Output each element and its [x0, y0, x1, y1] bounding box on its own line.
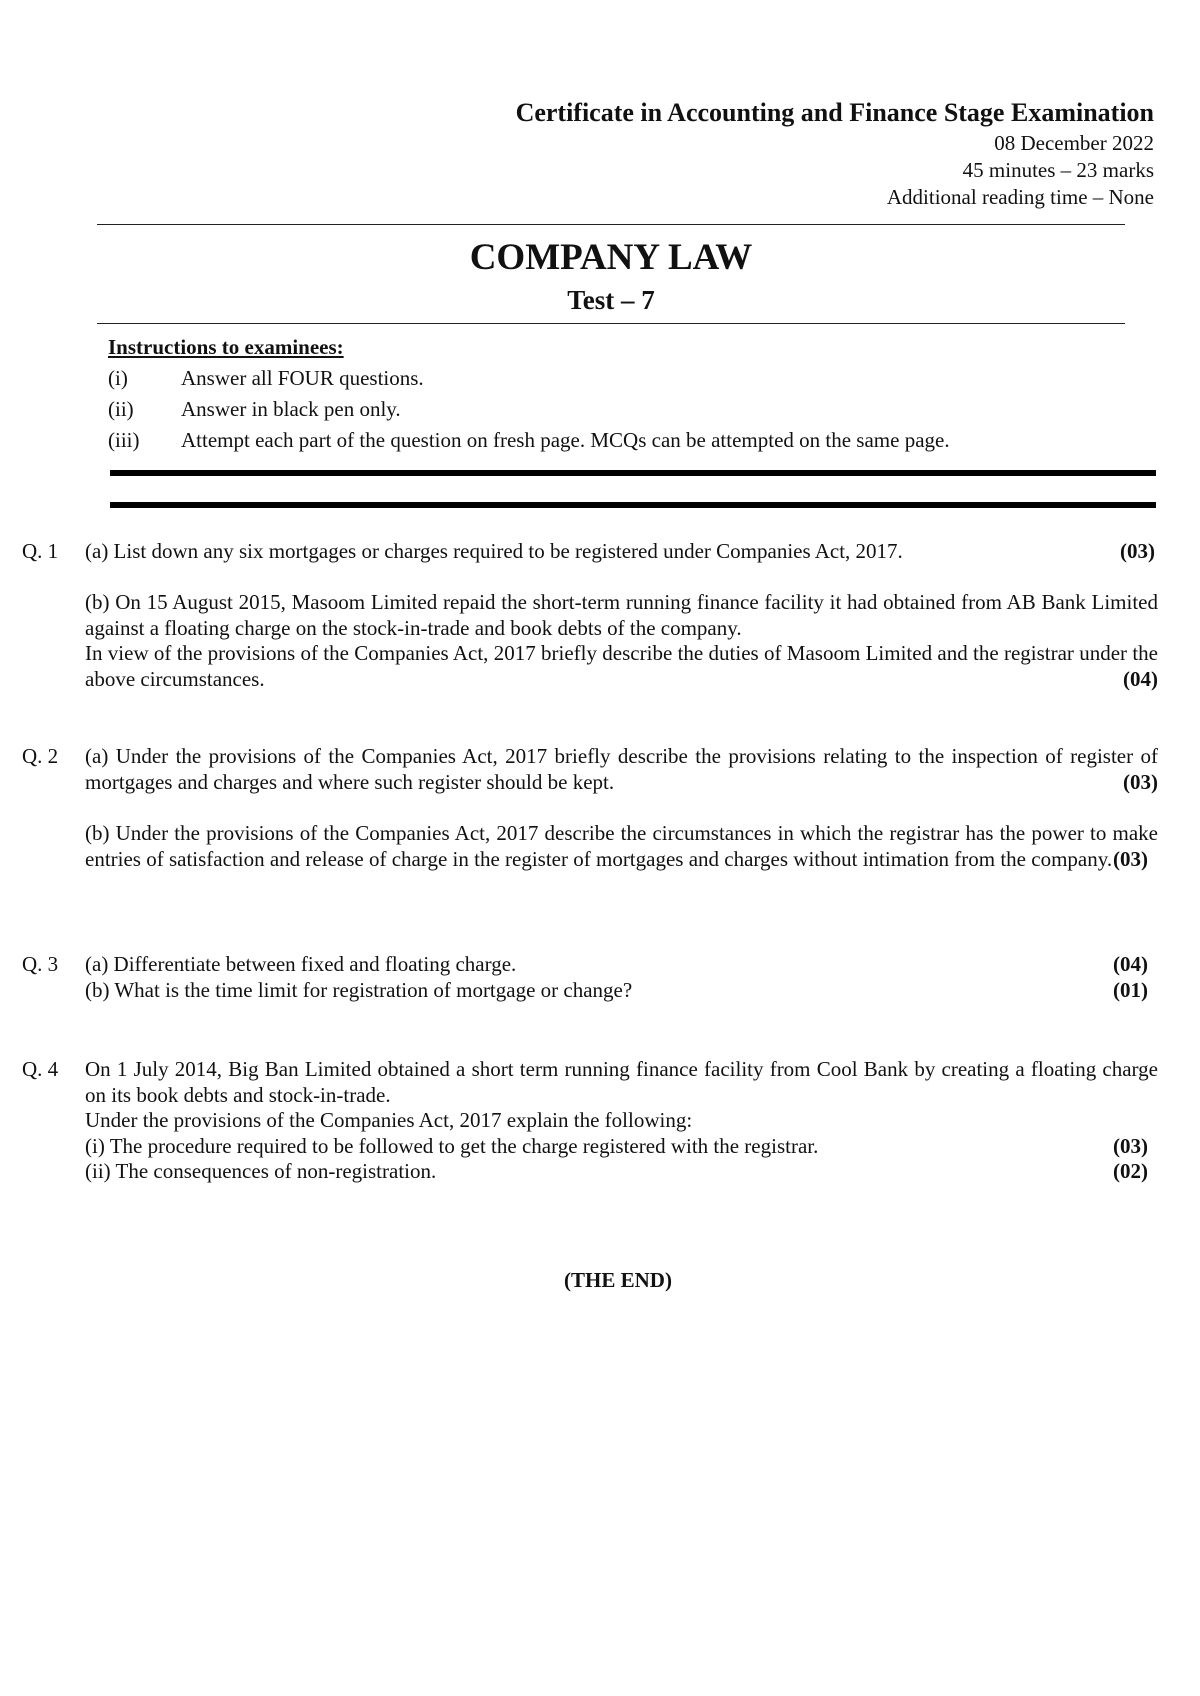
title-divider — [97, 323, 1125, 324]
instruction-text: Answer all FOUR questions. — [181, 366, 424, 390]
question-text: (ii) The consequences of non-registration. — [85, 1159, 437, 1183]
question-text: On 1 July 2014, Big Ban Limited obtained a short term running finance facility from Cool Bank by creating a floating charge on its book debts and stock-in-trade. — [85, 1057, 1158, 1107]
question-text — [85, 744, 1158, 795]
question-number: Q. 4 — [22, 1057, 59, 1081]
question-2-part-a — [85, 744, 1158, 795]
marks-label: (03) — [1113, 1133, 1148, 1158]
reading-time: Additional reading time – None — [886, 185, 1154, 209]
question-text: (a) Differentiate between fixed and floating charge. — [85, 952, 517, 976]
instruction-item — [108, 363, 1158, 394]
header-divider — [97, 224, 1125, 225]
instructions-heading: Instructions to examinees: — [108, 335, 344, 359]
marks-label: (01) — [1113, 977, 1148, 1002]
exam-header — [516, 96, 1154, 211]
marks-label: (03) — [1123, 769, 1158, 794]
end-marker: (THE END) — [564, 1268, 672, 1292]
instruction-text: Attempt each part of the question on fresh page. MCQs can be attempted on the same page. — [181, 428, 950, 452]
instruction-item — [108, 394, 1158, 425]
question-text: (i) The procedure required to be followed to get the charge registered with the registrar. — [85, 1133, 819, 1158]
marks-label: (03) — [1113, 846, 1148, 871]
marks-label: (04) — [1123, 666, 1158, 691]
question-text — [85, 641, 1158, 692]
thick-divider-bottom — [110, 502, 1156, 508]
question-text: (a) List down any six mortgages or charges required to be registered under Companies Act, 2017. — [85, 539, 903, 563]
exam-title: Certificate in Accounting and Finance Stage Examination — [515, 98, 1154, 127]
thick-divider-top — [110, 470, 1156, 476]
question-3-parts — [85, 952, 1158, 1003]
instruction-number: (iii) — [108, 428, 140, 452]
question-text-line: (a) Under the provisions of the Companies Act, 2017 briefly describe the provisions relating to the inspection of register of mortgages and charges and where such register should be kept. — [85, 744, 1158, 794]
question-2-part-b — [85, 821, 1158, 872]
instruction-text: Answer in black pen only. — [181, 397, 401, 421]
question-text: (b) What is the time limit for registration of mortgage or change? — [85, 977, 633, 1002]
question-text: Under the provisions of the Companies Act, 2017 explain the following: — [85, 1108, 693, 1132]
marks-label: (02) — [1113, 1159, 1148, 1183]
instruction-number: (ii) — [108, 397, 134, 421]
question-1-part-b — [85, 590, 1158, 692]
question-number: Q. 2 — [22, 744, 59, 768]
subject-title: COMPANY LAW — [469, 237, 753, 278]
marks-label: (04) — [1113, 952, 1148, 976]
marks-label: (03) — [1120, 539, 1155, 563]
question-text-line: In view of the provisions of the Companies Act, 2017 briefly describe the duties of Masoom Limited and the registrar under the above circumstances. — [85, 641, 1158, 691]
exam-date: 08 December 2022 — [994, 131, 1154, 155]
question-text-line: (b) Under the provisions of the Companies Act, 2017 describe the circumstances in which the registrar has the power to make entries of satisfaction and release of charge in the register of mortgages and charges without intimation from the company. — [85, 821, 1158, 871]
question-1-part-a — [85, 539, 1158, 565]
exam-duration: 45 minutes – 23 marks — [962, 158, 1154, 182]
question-number: Q. 3 — [22, 952, 59, 976]
question-text: (b) On 15 August 2015, Masoom Limited repaid the short-term running finance facility it had obtained from AB Bank Limited against a floating charge on the stock-in-trade and book debts of the company. — [85, 590, 1158, 640]
instruction-item — [108, 425, 1158, 456]
instruction-number: (i) — [108, 366, 128, 390]
question-number: Q. 1 — [22, 539, 59, 563]
question-4-body — [85, 1057, 1158, 1185]
question-text — [85, 821, 1158, 872]
test-title: Test – 7 — [567, 285, 655, 315]
instructions — [108, 332, 1158, 456]
